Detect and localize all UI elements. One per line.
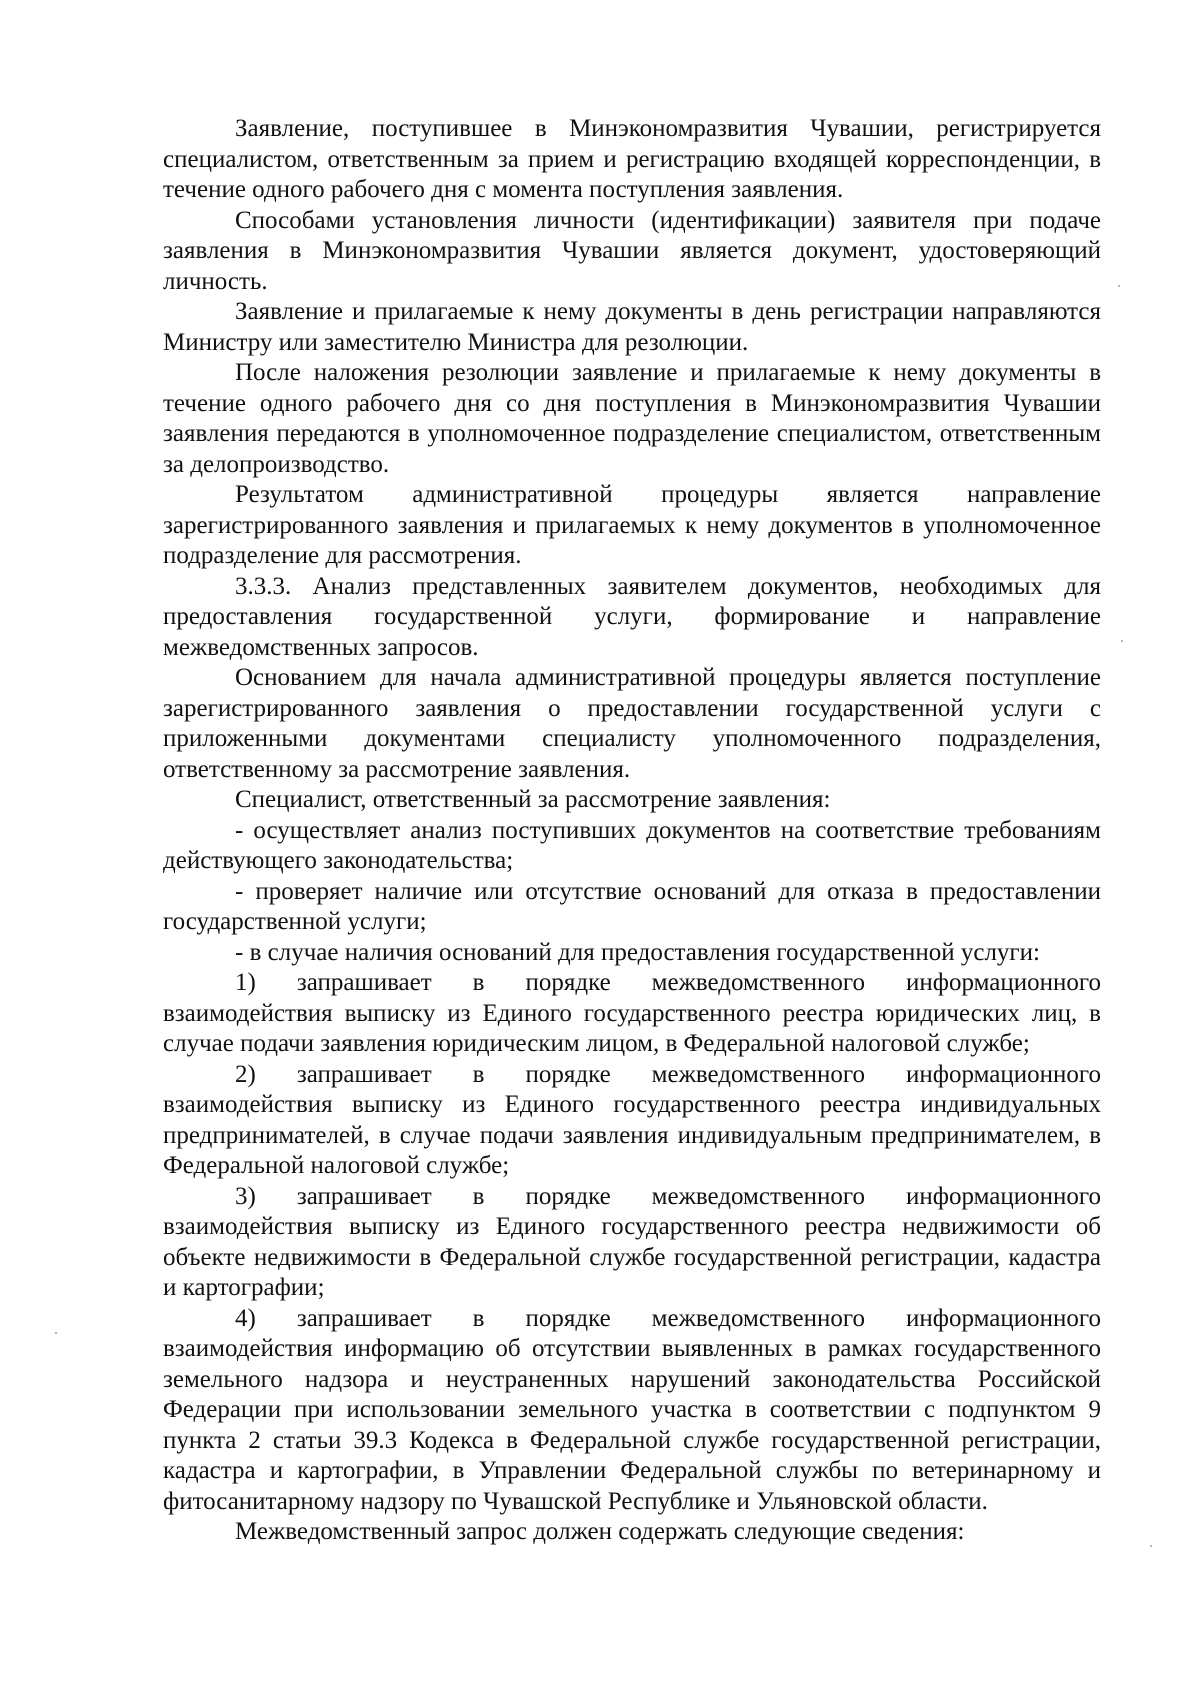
paragraph-resolution: Заявление и прилагаемые к нему документы в день регистрации направляются Министру или заместителю Министра для резолюции. [163,298,1101,356]
list-item-if-grounds: - в случае наличия оснований для предоставления государственной услуги: [235,938,1041,966]
scan-speck [1118,285,1120,287]
scan-speck [1121,640,1123,642]
list-item-check-grounds: - проверяет наличие или отсутствие оснований для отказа в предоставлении государственной услуги; [163,877,1101,935]
paragraph-identification: Способами установления личности (идентификации) заявителя при подаче заявления в Минэкономразвития Чувашии является документ, удостоверяющий личность. [163,206,1101,295]
paragraph-registration: Заявление, поступившее в Минэкономразвития Чувашии, регистрируется специалистом, ответственным за прием и регистрацию входящей корреспонденции, в течение одного рабочего дня с момента поступления заявления. [163,115,1101,203]
list-item-request-2: 2) запрашивает в порядке межведомственного информационного взаимодействия выписку из Единого государственного реестра индивидуальных предпринимателей, в случае подачи заявления индивидуальным предпринимателем, в Федеральной налоговой службе; [163,1060,1101,1179]
list-item-request-1: 1) запрашивает в порядке межведомственного информационного взаимодействия выписку из Единого государственного реестра юридических лиц, в случае подачи заявления юридическим лицом, в Федеральной налоговой службе; [163,969,1101,1057]
paragraph-basis: Основанием для начала административной процедуры является поступление зарегистрированного заявления о предоставлении государственной услуги с приложенными документами специалисту уполномоченного подразделения, ответственному за рассмотрение заявления. [163,664,1101,783]
document-body [163,114,1101,1548]
paragraph-transfer: После наложения резолюции заявление и прилагаемые к нему документы в течение одного рабочего дня со дня поступления в Минэкономразвития Чувашии заявления передаются в уполномоченное подразделение специалистом, ответственным за делопроизводство. [163,359,1101,478]
list-item-analysis: - осуществляет анализ поступивших документов на соответствие требованиям действующего законодательства; [163,816,1101,874]
scan-speck [1150,1545,1152,1547]
list-item-request-4: 4) запрашивает в порядке межведомственного информационного взаимодействия информацию об отсутствии выявленных в рамках государственного земельного надзора и неустраненных нарушений законодательства Российской Федерации при использовании земельного участка в соответствии с подпунктом 9 пункта 2 статьи 39.3 Кодекса в Федеральной службе государственной регистрации, кадастра и картографии, в Управлении Федеральной службы по ветеринарному и фитосанитарному надзору по Чувашской Республике и Ульяновской области. [163,1304,1101,1515]
paragraph-specialist-intro: Специалист, ответственный за рассмотрение заявления: [235,786,831,813]
scan-speck [55,1332,57,1334]
paragraph-section-3-3-3: 3.3.3. Анализ представленных заявителем документов, необходимых для предоставления государственной услуги, формирование и направление межведомственных запросов. [163,572,1101,661]
paragraph-request-contents: Межведомственный запрос должен содержать следующие сведения: [235,1518,965,1545]
paragraph-result: Результатом административной процедуры является направление зарегистрированного заявления и прилагаемых к нему документов в уполномоченное подразделение для рассмотрения. [163,481,1101,569]
list-item-request-3: 3) запрашивает в порядке межведомственного информационного взаимодействия выписку из Единого государственного реестра недвижимости об объекте недвижимости в Федеральной службе государственной регистрации, кадастра и картографии; [163,1182,1101,1301]
